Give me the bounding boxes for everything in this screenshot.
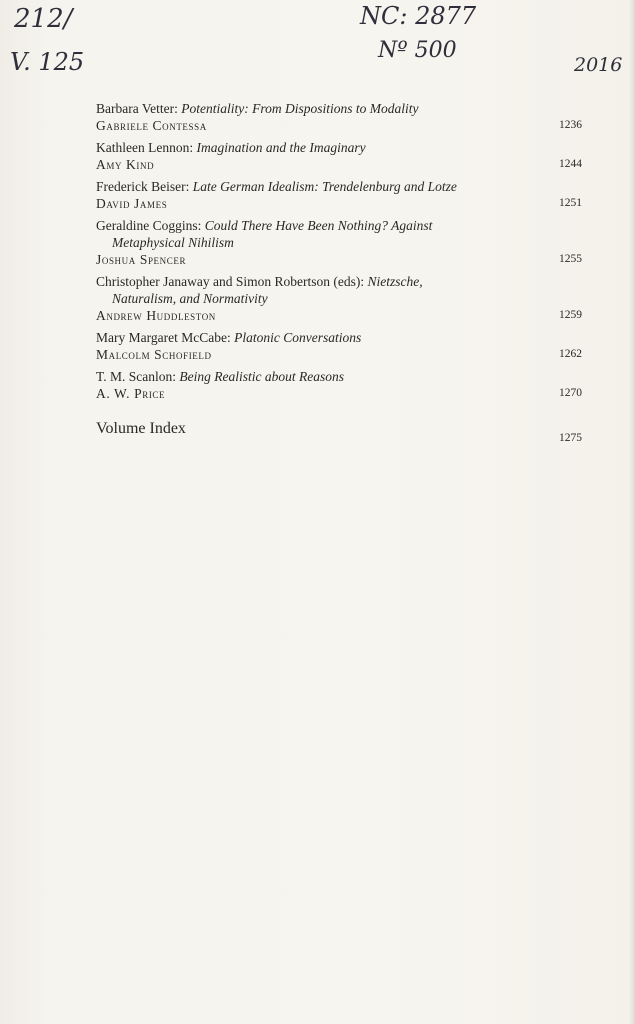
- handwritten-note-top-left: 212/: [14, 4, 73, 34]
- reviewer-name: David James: [96, 196, 168, 211]
- reviewer-row: [96, 385, 582, 402]
- book-title: Being Realistic about Reasons: [179, 369, 344, 384]
- reviewer-name: Malcolm Schofield: [96, 347, 212, 362]
- reviewer-row: [96, 195, 582, 212]
- book-author: Kathleen Lennon:: [96, 140, 194, 155]
- book-title: Platonic Conversations: [234, 330, 362, 345]
- page-number: 1275: [559, 432, 582, 444]
- book-author: Geraldine Coggins:: [96, 218, 202, 233]
- review-entry: [96, 217, 582, 268]
- review-entry: [96, 368, 582, 402]
- review-entry: [96, 273, 582, 324]
- reviewer-row: [96, 156, 582, 173]
- handwritten-year: 2016: [574, 54, 623, 76]
- page-edge-shadow: [629, 0, 635, 1024]
- reviewer-row: [96, 307, 582, 324]
- page-number: 1259: [559, 309, 582, 321]
- book-author: T. M. Scanlon:: [96, 369, 176, 384]
- review-entry: [96, 100, 582, 134]
- handwritten-item-number: Nº 500: [378, 38, 457, 63]
- page-number: 1244: [559, 158, 582, 170]
- reviewer-name: A. W. Price: [96, 386, 166, 401]
- reviewer-name: Amy Kind: [96, 157, 155, 172]
- page-number: 1236: [559, 119, 582, 131]
- book-line: [96, 100, 582, 117]
- book-title: Imagination and the Imaginary: [196, 140, 366, 155]
- book-title: Naturalism, and Normativity: [112, 291, 268, 306]
- book-author: Frederick Beiser:: [96, 179, 190, 194]
- volume-index-heading: Volume Index: [96, 420, 186, 437]
- reviewer-row: [96, 117, 582, 134]
- reviewer-name: Andrew Huddleston: [96, 308, 216, 323]
- book-line: [96, 217, 582, 234]
- review-entry: [96, 178, 582, 212]
- reviewer-row: [96, 251, 582, 268]
- reviewer-name: Joshua Spencer: [96, 252, 187, 267]
- book-author: Christopher Janaway and Simon Robertson (eds):: [96, 274, 365, 289]
- reviewer-name: Gabriele Contessa: [96, 118, 207, 133]
- book-author: Barbara Vetter:: [96, 101, 178, 116]
- reviewer-row: [96, 346, 582, 363]
- book-line: [96, 273, 582, 290]
- page-number: 1270: [559, 387, 582, 399]
- book-title: Metaphysical Nihilism: [112, 235, 234, 250]
- review-entry: [96, 329, 582, 363]
- book-title-continuation: [96, 234, 582, 251]
- volume-index-row: [96, 420, 582, 444]
- handwritten-call-code: NC: 2877: [360, 2, 477, 30]
- book-title-continuation: [96, 290, 582, 307]
- book-title: Nietzsche,: [367, 274, 423, 289]
- handwritten-volume-number: V. 125: [10, 48, 85, 76]
- book-author: Mary Margaret McCabe:: [96, 330, 231, 345]
- book-title: Late German Idealism: Trendelenburg and Lotze: [192, 179, 457, 194]
- book-line: [96, 368, 582, 385]
- page-number: 1262: [559, 348, 582, 360]
- table-of-contents: [96, 100, 582, 444]
- book-title: Potentiality: From Dispositions to Modality: [181, 101, 419, 116]
- review-entry: [96, 139, 582, 173]
- book-line: [96, 178, 582, 195]
- book-line: [96, 139, 582, 156]
- book-line: [96, 329, 582, 346]
- page-number: 1251: [559, 197, 582, 209]
- page-number: 1255: [559, 253, 582, 265]
- book-title: Could There Have Been Nothing? Against: [204, 218, 433, 233]
